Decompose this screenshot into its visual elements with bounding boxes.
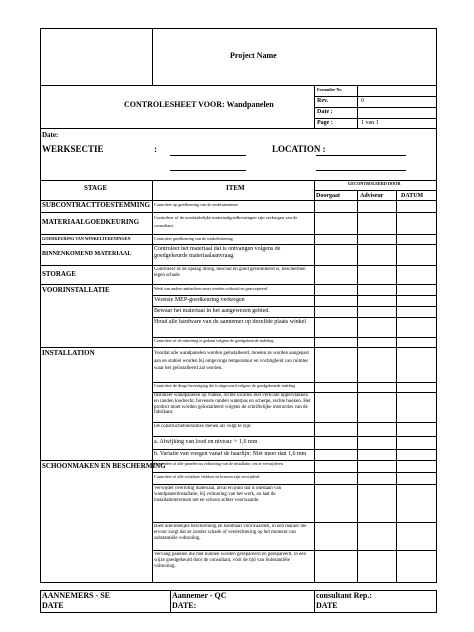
location-label: LOCATION : xyxy=(272,144,326,154)
werksectie-line-2[interactable] xyxy=(170,170,246,171)
stage-schoonmaken: SCHOONMAKEN EN BESCHERMING xyxy=(42,462,166,470)
location-line-2[interactable] xyxy=(316,170,406,171)
item-inst-3: Installeer wandpanelen op vlakke, rechte locaties met verticale oppervlakken en randen loodrecht, bovenste randen waterpas en scherpe, rechte hoeken. Het product moet worden geïnstalleerd volgens de schriftelijke instructies van de fabrikant. xyxy=(154,393,311,416)
footer-consultant: consultant Rep.: xyxy=(316,591,373,600)
footer-consultant-date: DATE xyxy=(316,601,338,610)
stage-binnenkomend: BINNENKOMEND MATERIAAL xyxy=(42,251,132,257)
item-clean-3: Verwijder overtollig materiaal, afval en puin dat is ontstaan van wandpaneelinstallatie, bij voltooiing van het werk, en laat de installatieterreinen net en schoon achter voorwaarde. xyxy=(154,486,282,503)
sub-col-doorgaat: Doorgaat xyxy=(316,193,340,199)
project-name: Project Name xyxy=(230,51,277,60)
stage-voorinstallatie: VOORINSTALLATIE xyxy=(42,286,110,294)
sub-col-adviseur: Adviseur xyxy=(360,193,384,199)
item-binnenkomend: Controleer het materiaal dat is ontvangen volgens de goedgekeurde materiaalaanvraag. xyxy=(154,246,281,259)
stage-winkeltekeningen: GOEDKEURING VAN WINKELTEKENINGEN xyxy=(42,236,131,241)
item-inst-5: a. Afwijking van lood en niveau: + 1,6 mm xyxy=(154,439,258,445)
date-field-label: Date: xyxy=(42,131,59,139)
item-voor-5: Controleer of de uitzetting is gedaan volgens de goedgekeurde indeling xyxy=(154,339,274,343)
sheet-title: CONTROLESHEET VOOR: Wandpanelen xyxy=(124,100,274,109)
col-item-header: ITEM xyxy=(226,184,245,192)
werksectie-label: WERKSECTIE xyxy=(42,144,104,154)
page-label: Page : xyxy=(317,120,333,126)
stage-installation: INSTALLATION xyxy=(42,349,95,357)
item-winkeltekening: Controleer goedkeuring van de winkeltekening xyxy=(154,237,233,241)
col-stage-header: STAGE xyxy=(84,184,108,192)
item-storage: Controleer of de opslag droog, beschut en goed geventileerd is, beschermen tegen schade xyxy=(154,267,306,278)
footer-contractor-se: AANNEMERS - SE xyxy=(42,591,111,600)
werksectie-colon: : xyxy=(154,144,157,154)
item-inst-2: Controleer de droge bevestiging die is uitgevoerd volgens de goedgekeurde indeling xyxy=(154,384,296,388)
checked-by-header: GECONTROLEERD DOOR xyxy=(348,181,401,186)
footer-contractor-se-date: DATE xyxy=(42,601,64,610)
footer-contractor-qc-date: DATE: xyxy=(172,601,197,610)
rev-label: Rev. xyxy=(317,98,329,104)
date-label: Date : xyxy=(317,109,333,115)
werksectie-line-1[interactable] xyxy=(170,155,246,156)
page-value: 1 van 1 xyxy=(361,120,379,126)
form-number-label: Formulier Nr. xyxy=(317,87,342,92)
rev-value: 0 xyxy=(361,98,364,104)
sub-col-datum: DATUM xyxy=(401,193,424,199)
location-line-1[interactable] xyxy=(316,155,406,156)
item-clean-5: Vervang panelen die met kunnen worden gerepareerd en gerepareerd, in een wijze goedgekeurd door de consultant, vóór de tijd van Substantiële voltooiing. xyxy=(154,552,307,569)
footer-contractor-qc: Aannemer - QC xyxy=(172,591,227,600)
item-inst-4: De constructietoleranties dienen als volgt te zijn: xyxy=(154,424,252,429)
item-clean-1: Controleer of alle panelen na voltooiing van de installatie, om te verwijderen xyxy=(154,462,283,466)
stage-subcontracttoestemming: SUBCONTRACTTOESTEMMING xyxy=(42,201,151,209)
item-materiaal: Controleer of de noodzakelijke materiaalgoedkeuringen zijn verkregen van de consultant. xyxy=(154,215,298,228)
item-clean-4: Bied uiteindelijke bescherming en handhaaf voorwaarden, in een manier die ervoor zorgt dat ze zonder schade of verslechtering op het moment van substantiële voltooiing. xyxy=(154,524,307,541)
item-subcontract: Controleer op goedkeuring van de onderaannemer xyxy=(154,203,239,207)
item-voor-1: Werk van andere ambachten moet worden voltooid en geaccepteerd xyxy=(154,287,268,291)
item-voor-4: Houd alle hardware van de aannemer op dezelfde plaats winkel xyxy=(154,319,307,325)
stage-materiaalgoedkeuring: MATERIAALGOEDKEURING xyxy=(42,218,140,226)
stage-storage: STORAGE xyxy=(42,270,77,278)
item-clean-2: Controleer of alle zichtbare vlekken en krassen zijn verwijderd. xyxy=(154,475,261,479)
item-voor-3: Bewaar het materiaal in het aangewezen gebied. xyxy=(154,308,270,314)
item-inst-6: b. Variatie van voegen vanaf de haarlijn: Niet meer dan 1,6 mm xyxy=(154,451,307,457)
item-inst-1: Voordat alle wandpanelen worden geïnstalleerd, moeten ze worden aangepast aan en stabiel worden bij omgevings temperatuur en vochtigheid van ruimtes waar het geïnstalleerd zal worden. xyxy=(154,351,309,371)
item-voor-2: Vereiste MEP-goedkeuring verkregen xyxy=(154,297,245,303)
